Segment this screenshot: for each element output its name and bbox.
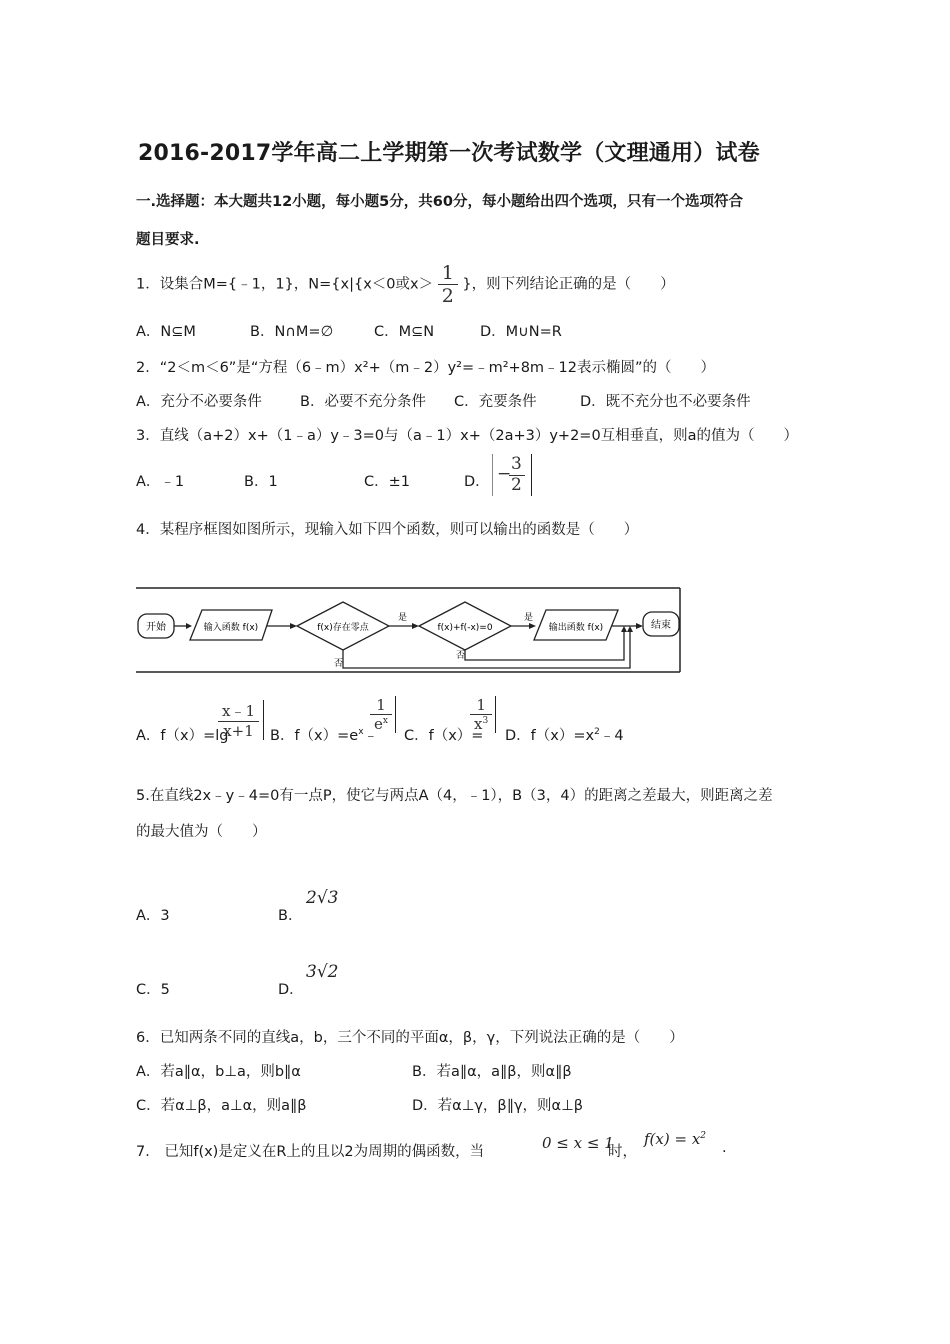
q4-option-c: C．f（x）= bbox=[404, 728, 484, 744]
flow-no-path-2 bbox=[465, 630, 624, 660]
q2-option-a: A．充分不必要条件 bbox=[136, 394, 262, 410]
flow-output-label: 输出函数 f(x) bbox=[548, 623, 604, 633]
q5-option-d: D． bbox=[278, 982, 304, 998]
question-4-stem: 4．某程序框图如图所示，现输入如下四个函数，则可以输出的函数是（ ） bbox=[136, 522, 639, 538]
q4-option-b: B．$f(x)=e^x﹣$ bbox=[270, 727, 379, 744]
page-title: 2016-2017学年高二上学期第一次考试数学（文理通用）试卷 bbox=[138, 141, 760, 166]
q3-option-b: B．1 bbox=[244, 474, 278, 490]
q4-option-c-fraction: $\frac{1}{x^3}$ bbox=[470, 696, 496, 733]
q3-option-d: D． bbox=[464, 474, 490, 490]
q5-option-d-math: 3√2 bbox=[306, 962, 339, 982]
flow-yes-label-1: 是 bbox=[398, 613, 408, 623]
flow-no-label-2: 否 bbox=[456, 651, 466, 661]
q3-option-d-fraction: − 3 2 bbox=[492, 454, 532, 496]
q1-option-c: C．M⊆N bbox=[374, 324, 435, 340]
flow-decision-zero-label: f(x)存在零点 bbox=[317, 623, 369, 633]
flow-input-label: 输入函数 f(x) bbox=[203, 623, 259, 633]
q5-option-b-math: 2√3 bbox=[306, 888, 339, 908]
q5-option-c: C．5 bbox=[136, 982, 170, 998]
flow-yes-label-2: 是 bbox=[524, 613, 534, 623]
flowchart bbox=[134, 586, 684, 678]
q4-option-d: D．$f(x)=x^2﹣4$ bbox=[505, 727, 624, 744]
q4-option-a: A．f（x）=lg bbox=[136, 728, 229, 744]
flow-no-label-1: 否 bbox=[334, 659, 344, 669]
question-5-stem-line2: 的最大值为（ ） bbox=[136, 824, 267, 840]
q3-option-a: A．﹣1 bbox=[136, 474, 185, 490]
q7-condition-math: 0 ≤ x ≤ 1 bbox=[542, 1134, 614, 1152]
question-1-stem: 1．设集合M={﹣1，1}，N={x|{x＜0或x＞ $\frac{1}{2}$ }，则下列结论正确的是（ ） bbox=[136, 262, 675, 307]
question-6-stem: 6．已知两条不同的直线a，b，三个不同的平面α，β，γ，下列说法正确的是（ ） bbox=[136, 1030, 684, 1046]
question-7-stem: 7． 已知f(x)是定义在R上的且以2为周期的偶函数，当 bbox=[136, 1144, 485, 1160]
q2-option-d: D．既不充分也不必要条件 bbox=[580, 394, 751, 410]
q3-option-c: C．±1 bbox=[364, 474, 410, 490]
flow-decision-odd-label: f(x)+f(-x)=0 bbox=[437, 623, 493, 633]
q2-option-b: B．必要不充分条件 bbox=[300, 394, 426, 410]
question-3-stem: 3．直线（a+2）x+（1﹣a）y﹣3=0与（a﹣1）x+（2a+3）y+2=0互相垂直，则a的值为（ ） bbox=[136, 428, 799, 444]
q6-option-d: D．若α⊥γ，β∥γ，则α⊥β bbox=[412, 1098, 583, 1114]
section-heading-line1: 一.选择题：本大题共12小题，每小题5分，共60分，每小题给出四个选项，只有一个选项符合 bbox=[136, 194, 743, 210]
q6-option-b: B．若a∥α，a∥β，则α∥β bbox=[412, 1064, 572, 1080]
q7-mid-text: 时， bbox=[608, 1144, 637, 1160]
q4-option-a-fraction: $\frac{x﹣1}{x+1}$ bbox=[218, 700, 264, 740]
q1-option-b: B．N∩M=∅ bbox=[250, 324, 334, 340]
q1-option-d: D．M∪N=R bbox=[480, 324, 562, 340]
flow-no-path-1 bbox=[343, 630, 630, 668]
question-2-stem: 2．“2＜m＜6”是“方程（6﹣m）x²+（m﹣2）y²=﹣m²+8m﹣12表示椭圆”的（ ） bbox=[136, 360, 716, 376]
q7-function-math: $f(x) = x^2$ bbox=[644, 1130, 707, 1148]
q1-option-a: A．N⊆M bbox=[136, 324, 196, 340]
q7-end-punct: . bbox=[722, 1140, 727, 1156]
q6-option-a: A．若a∥α，b⊥a，则b∥α bbox=[136, 1064, 301, 1080]
q5-option-a: A．3 bbox=[136, 908, 170, 924]
question-5-stem-line1: 5.在直线2x﹣y﹣4=0有一点P，使它与两点A（4，﹣1），B（3，4）的距离之差最大，则距离之差 bbox=[136, 788, 773, 804]
q4-option-b-fraction: $\frac{1}{e^x}$ bbox=[370, 696, 396, 733]
q6-option-c: C．若α⊥β，a⊥α，则a∥β bbox=[136, 1098, 307, 1114]
section-heading-line2: 题目要求. bbox=[136, 232, 200, 248]
q5-option-b: B． bbox=[278, 908, 303, 924]
q1-fraction: $\frac{1}{2}$ bbox=[438, 262, 458, 307]
flow-end-label: 结束 bbox=[651, 620, 671, 631]
q2-option-c: C．充要条件 bbox=[454, 394, 537, 410]
flow-start-label: 开始 bbox=[146, 622, 166, 633]
